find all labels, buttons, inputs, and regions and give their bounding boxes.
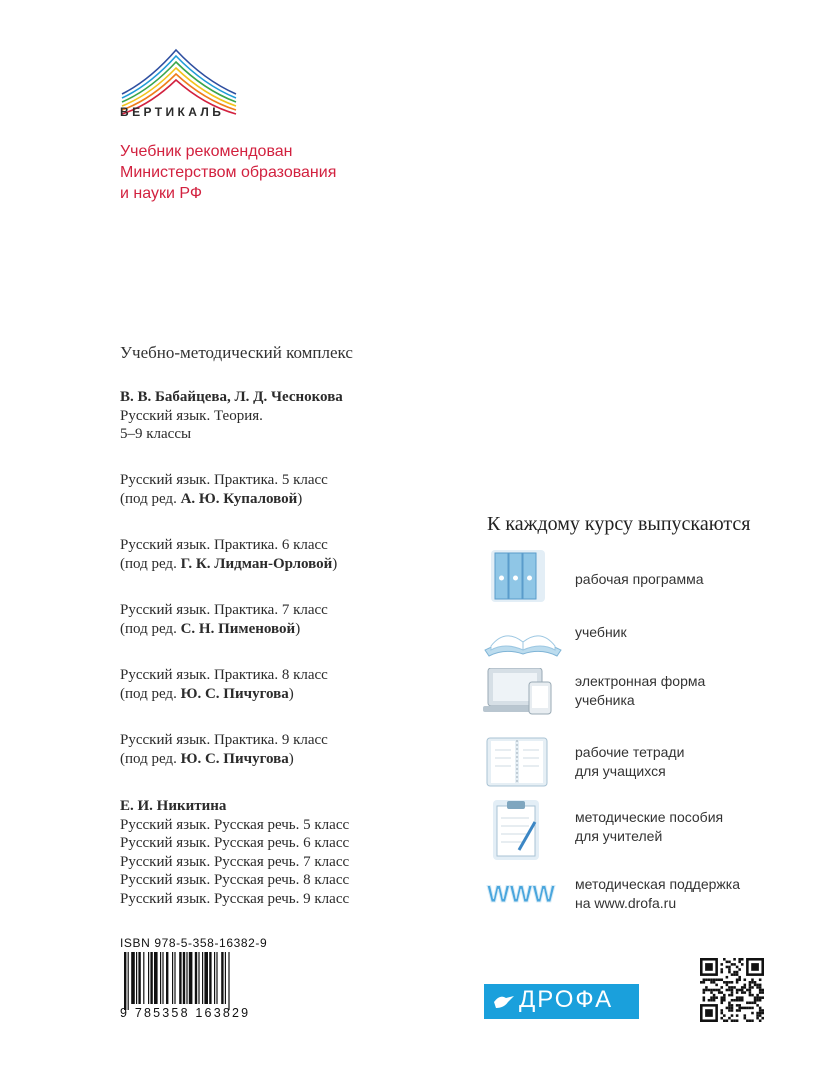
clipboard-icon (483, 798, 563, 860)
book-editor-line: (под ред. Ю. С. Пичугова) (120, 685, 294, 702)
qr-module (754, 999, 757, 1002)
qr-module (736, 973, 739, 976)
qr-module (720, 978, 723, 981)
qr-code-icon (700, 958, 764, 1022)
qr-module (736, 1019, 739, 1022)
qr-module (720, 968, 723, 971)
qr-module (746, 989, 749, 992)
qr-module (713, 981, 716, 984)
qr-module (759, 1009, 762, 1012)
qr-module (728, 971, 731, 974)
isbn: ISBN 978-5-358-16382-9 (120, 936, 268, 950)
qr-module (723, 1014, 726, 1017)
qr-module (718, 991, 721, 994)
qr-module (736, 1009, 739, 1012)
barcode-number: 9 785358 163829 (120, 1006, 251, 1020)
qr-module (731, 1014, 734, 1017)
barcode-bar (179, 952, 181, 1004)
qr-module (738, 989, 741, 992)
qr-module (736, 981, 739, 984)
qr-module (731, 981, 734, 984)
qr-module (726, 966, 729, 969)
book-title: Русский язык. Практика. 9 класс (120, 732, 328, 748)
courses-title: К каждому курсу выпускаются (487, 513, 751, 535)
qr-module (759, 986, 762, 989)
barcode-bar (124, 952, 126, 1010)
qr-module (723, 981, 726, 984)
qr-module (703, 991, 706, 994)
qr-module (736, 1014, 739, 1017)
qr-module (751, 963, 759, 971)
qr-module (731, 963, 734, 966)
qr-module (736, 989, 739, 992)
qr-module (759, 1019, 762, 1022)
barcode-bar (225, 952, 226, 1004)
book-editor-line: (под ред. С. Н. Пименовой) (120, 620, 301, 637)
book-title: Русский язык. Практика. 7 класс (120, 602, 328, 618)
book-grades: 5–9 классы (120, 426, 192, 442)
qr-module (746, 1002, 749, 1005)
qr-module (741, 989, 744, 992)
qr-module (751, 994, 754, 997)
umk-title: Учебно-методический комплекс (120, 343, 353, 362)
book-title: Русский язык. Русская речь. 5 класс (120, 816, 350, 833)
qr-module (736, 966, 739, 969)
qr-module (754, 996, 757, 999)
qr-module (738, 996, 741, 999)
barcode-icon (120, 952, 270, 1010)
barcode-bar (189, 952, 193, 1004)
qr-module (759, 1007, 762, 1010)
barcode-bar (198, 952, 199, 1004)
course-item (483, 864, 803, 926)
qr-module (723, 994, 726, 997)
barcode-bar (154, 952, 158, 1004)
book-title: Русский язык. Практика. 6 класс (120, 537, 328, 553)
qr-module (756, 999, 759, 1002)
barcode-bar (186, 952, 187, 1004)
qr-module (751, 986, 754, 989)
qr-module (741, 996, 744, 999)
qr-module (736, 971, 739, 974)
barcode-bar (228, 952, 229, 1010)
qr-module (751, 978, 754, 981)
qr-module (710, 978, 713, 981)
qr-module (749, 994, 752, 997)
qr-module (726, 976, 729, 979)
book-editor: Ю. С. Пичугова (180, 750, 289, 767)
book-entry (120, 388, 343, 444)
qr-module (759, 989, 762, 992)
qr-module (761, 1009, 764, 1012)
qr-module (703, 978, 706, 981)
book-editor-line: (под ред. Ю. С. Пичугова) (120, 750, 294, 767)
bird-icon (492, 990, 516, 1014)
barcode-bar (131, 952, 135, 1004)
course-item (483, 548, 803, 610)
barcode-bar (150, 952, 152, 1004)
qr-module (749, 1007, 752, 1010)
qr-module (744, 984, 747, 987)
www-icon (483, 864, 563, 926)
notebook-icon (483, 736, 563, 798)
qr-module (738, 976, 741, 979)
qr-module (723, 999, 726, 1002)
qr-module (761, 1017, 764, 1020)
qr-module (736, 991, 739, 994)
qr-module (720, 996, 723, 999)
qr-module (720, 1009, 723, 1012)
qr-module (733, 958, 736, 961)
recommendation-text (120, 141, 336, 204)
course-item (483, 736, 803, 798)
recommendation-line: и науки РФ (120, 185, 202, 202)
book-editor-line: (под ред. А. Ю. Купаловой) (120, 490, 303, 507)
qr-module (723, 1019, 726, 1022)
qr-module (749, 989, 752, 992)
qr-module (761, 996, 764, 999)
qr-module (749, 1019, 752, 1022)
qr-module (720, 1017, 723, 1020)
qr-module (733, 973, 736, 976)
qr-module (726, 961, 729, 964)
qr-module (744, 1017, 747, 1020)
qr-module (751, 1007, 754, 1010)
course-item (483, 668, 803, 730)
qr-module (749, 984, 752, 987)
book-entry (120, 666, 328, 703)
qr-module (708, 989, 711, 992)
barcode-bar (148, 952, 149, 1004)
qr-module (759, 999, 762, 1002)
qr-module (726, 1007, 729, 1010)
devices-icon (483, 668, 563, 730)
course-label: рабочая программа (575, 571, 704, 587)
qr-module (728, 968, 731, 971)
course-label: на www.drofa.ru (575, 895, 677, 911)
qr-module (733, 971, 736, 974)
recommendation-line: Министерством образования (120, 164, 337, 181)
www-icon-text: WWW (487, 881, 555, 908)
barcode-bar (214, 952, 215, 1004)
qr-module (733, 986, 736, 989)
qr-module (705, 986, 708, 989)
qr-module (705, 963, 713, 971)
qr-module (728, 1004, 731, 1007)
qr-module (749, 981, 752, 984)
qr-module (723, 996, 726, 999)
barcode-bar (172, 952, 173, 1004)
barcode-bar (195, 952, 197, 1004)
qr-module (710, 989, 713, 992)
qr-module (710, 991, 713, 994)
qr-module (741, 991, 744, 994)
drofa-logo-text: ДРОФА (519, 986, 614, 1013)
qr-module (744, 1014, 747, 1017)
book-editor: А. Ю. Купаловой (180, 490, 298, 507)
qr-module (751, 1012, 754, 1015)
qr-module (728, 1007, 731, 1010)
qr-module (756, 994, 759, 997)
binders-icon (483, 548, 563, 610)
qr-module (726, 981, 729, 984)
barcode-bar (204, 952, 208, 1004)
qr-module (720, 1012, 723, 1015)
qr-module (731, 1019, 734, 1022)
book-title: Русский язык. Русская речь. 8 класс (120, 872, 350, 888)
qr-module (736, 996, 739, 999)
qr-module (738, 968, 741, 971)
book-author: Е. И. Никитина (120, 798, 227, 814)
course-label: методическая поддержка (575, 876, 740, 892)
course-item (483, 610, 803, 672)
qr-module (731, 973, 734, 976)
qr-module (731, 999, 734, 1002)
book-title: Русский язык. Практика. 5 класс (120, 472, 328, 488)
qr-module (720, 986, 723, 989)
qr-module (759, 978, 762, 981)
qr-module (756, 996, 759, 999)
qr-module (759, 996, 762, 999)
qr-module (746, 1007, 749, 1010)
barcode-bar (216, 952, 217, 1004)
qr-module (741, 986, 744, 989)
qr-module (731, 986, 734, 989)
qr-module (751, 1002, 754, 1005)
course-item (483, 798, 803, 860)
qr-module (738, 1004, 741, 1007)
barcode-bar (128, 952, 129, 1010)
qr-module (759, 1012, 762, 1015)
book-author: В. В. Бабайцева, Л. Д. Чеснокова (120, 389, 343, 405)
book-entry (120, 601, 328, 638)
qr-module (720, 1002, 723, 1005)
barcode-bar (202, 952, 203, 1004)
qr-module (728, 986, 731, 989)
qr-module (713, 996, 716, 999)
qr-module (738, 1007, 741, 1010)
qr-module (715, 996, 718, 999)
qr-module (754, 1002, 757, 1005)
qr-module (718, 989, 721, 992)
book-title: Русский язык. Русская речь. 6 класс (120, 835, 350, 851)
book-editor: Г. К. Лидман-Орловой (180, 555, 333, 572)
qr-module (703, 989, 706, 992)
qr-module (741, 1007, 744, 1010)
book-entry (120, 471, 328, 508)
qr-module (728, 989, 731, 992)
qr-module (759, 1014, 762, 1017)
book-title: Русский язык. Практика. 8 класс (120, 667, 328, 683)
course-label: для учителей (575, 828, 663, 844)
qr-module (708, 978, 711, 981)
qr-module (710, 999, 713, 1002)
qr-module (761, 1012, 764, 1015)
qr-module (710, 996, 713, 999)
qr-module (756, 1017, 759, 1020)
recommendation-line: Учебник рекомендован (120, 143, 293, 160)
open-book-icon (483, 610, 563, 672)
qr-module (705, 978, 708, 981)
barcode-bar (143, 952, 144, 1004)
qr-module (731, 994, 734, 997)
qr-module (731, 1007, 734, 1010)
qr-module (708, 999, 711, 1002)
book-entry (120, 797, 349, 908)
barcode-bar (209, 952, 211, 1004)
qr-module (705, 989, 708, 992)
qr-module (728, 994, 731, 997)
course-label: рабочие тетради (575, 744, 685, 760)
qr-module (705, 1009, 713, 1017)
qr-module (728, 1002, 731, 1005)
qr-module (744, 1007, 747, 1010)
barcode-bar (166, 952, 168, 1004)
qr-module (731, 991, 734, 994)
qr-module (723, 958, 726, 961)
qr-module (738, 978, 741, 981)
qr-module (728, 961, 731, 964)
qr-module (738, 999, 741, 1002)
qr-module (741, 999, 744, 1002)
qr-module (738, 1009, 741, 1012)
qr-module (726, 984, 729, 987)
qr-module (718, 978, 721, 981)
series-name: ВЕРТИКАЛЬ (120, 105, 225, 119)
qr-module (744, 978, 747, 981)
book-editor: Ю. С. Пичугова (180, 685, 289, 702)
qr-module (715, 984, 718, 987)
qr-module (720, 991, 723, 994)
qr-module (749, 991, 752, 994)
qr-module (728, 966, 731, 969)
course-label: методические пособия (575, 809, 724, 825)
qr-module (720, 971, 723, 974)
qr-module (728, 981, 731, 984)
qr-module (703, 996, 706, 999)
qr-module (744, 986, 747, 989)
qr-module (726, 1019, 729, 1022)
course-label: учебника (575, 692, 635, 708)
barcode-bar (160, 952, 161, 1004)
qr-module (749, 1002, 752, 1005)
qr-module (713, 999, 716, 1002)
qr-module (761, 991, 764, 994)
book-title: Русский язык. Русская речь. 9 класс (120, 890, 350, 907)
book-entry (120, 536, 337, 573)
qr-module (741, 963, 744, 966)
qr-module (731, 1009, 734, 1012)
qr-module (700, 981, 703, 984)
qr-module (720, 963, 723, 966)
qr-module (731, 1004, 734, 1007)
qr-module (731, 989, 734, 992)
book-title: Русский язык. Теория. (120, 407, 263, 424)
qr-module (756, 1014, 759, 1017)
qr-module (759, 984, 762, 987)
qr-module (756, 984, 759, 987)
qr-module (710, 981, 713, 984)
qr-module (736, 1004, 739, 1007)
qr-module (715, 989, 718, 992)
book-title: Русский язык. Русская речь. 7 класс (120, 853, 350, 870)
course-label: учебник (575, 624, 627, 640)
qr-module (736, 999, 739, 1002)
qr-module (751, 1019, 754, 1022)
qr-module (756, 1004, 759, 1007)
qr-module (746, 1019, 749, 1022)
qr-module (733, 1019, 736, 1022)
qr-module (744, 991, 747, 994)
qr-module (761, 989, 764, 992)
qr-module (703, 981, 706, 984)
qr-module (703, 999, 706, 1002)
qr-module (738, 961, 741, 964)
book-entry (120, 731, 328, 768)
qr-module (713, 994, 716, 997)
qr-module (759, 991, 762, 994)
qr-module (733, 999, 736, 1002)
book-editor-line: (под ред. Г. К. Лидман-Орловой) (120, 555, 338, 572)
qr-module (754, 981, 757, 984)
barcode-bar (138, 952, 140, 1004)
qr-module (756, 1012, 759, 1015)
qr-module (749, 986, 752, 989)
qr-module (733, 963, 736, 966)
barcode-bar (183, 952, 185, 1004)
barcode-bar (162, 952, 163, 1004)
qr-module (738, 958, 741, 961)
course-label: электронная форма (575, 673, 706, 689)
qr-module (728, 1017, 731, 1020)
qr-module (715, 978, 718, 981)
qr-module (720, 999, 723, 1002)
qr-module (756, 986, 759, 989)
qr-module (726, 989, 729, 992)
qr-module (754, 984, 757, 987)
barcode-bar (174, 952, 175, 1004)
qr-module (713, 978, 716, 981)
qr-module (713, 989, 716, 992)
qr-module (751, 981, 754, 984)
qr-module (728, 1009, 731, 1012)
course-label: для учащихся (575, 763, 666, 779)
barcode-bar (221, 952, 223, 1004)
qr-module (736, 978, 739, 981)
book-editor: С. Н. Пименовой (180, 620, 296, 637)
qr-module (741, 958, 744, 961)
barcode-bar (136, 952, 137, 1004)
